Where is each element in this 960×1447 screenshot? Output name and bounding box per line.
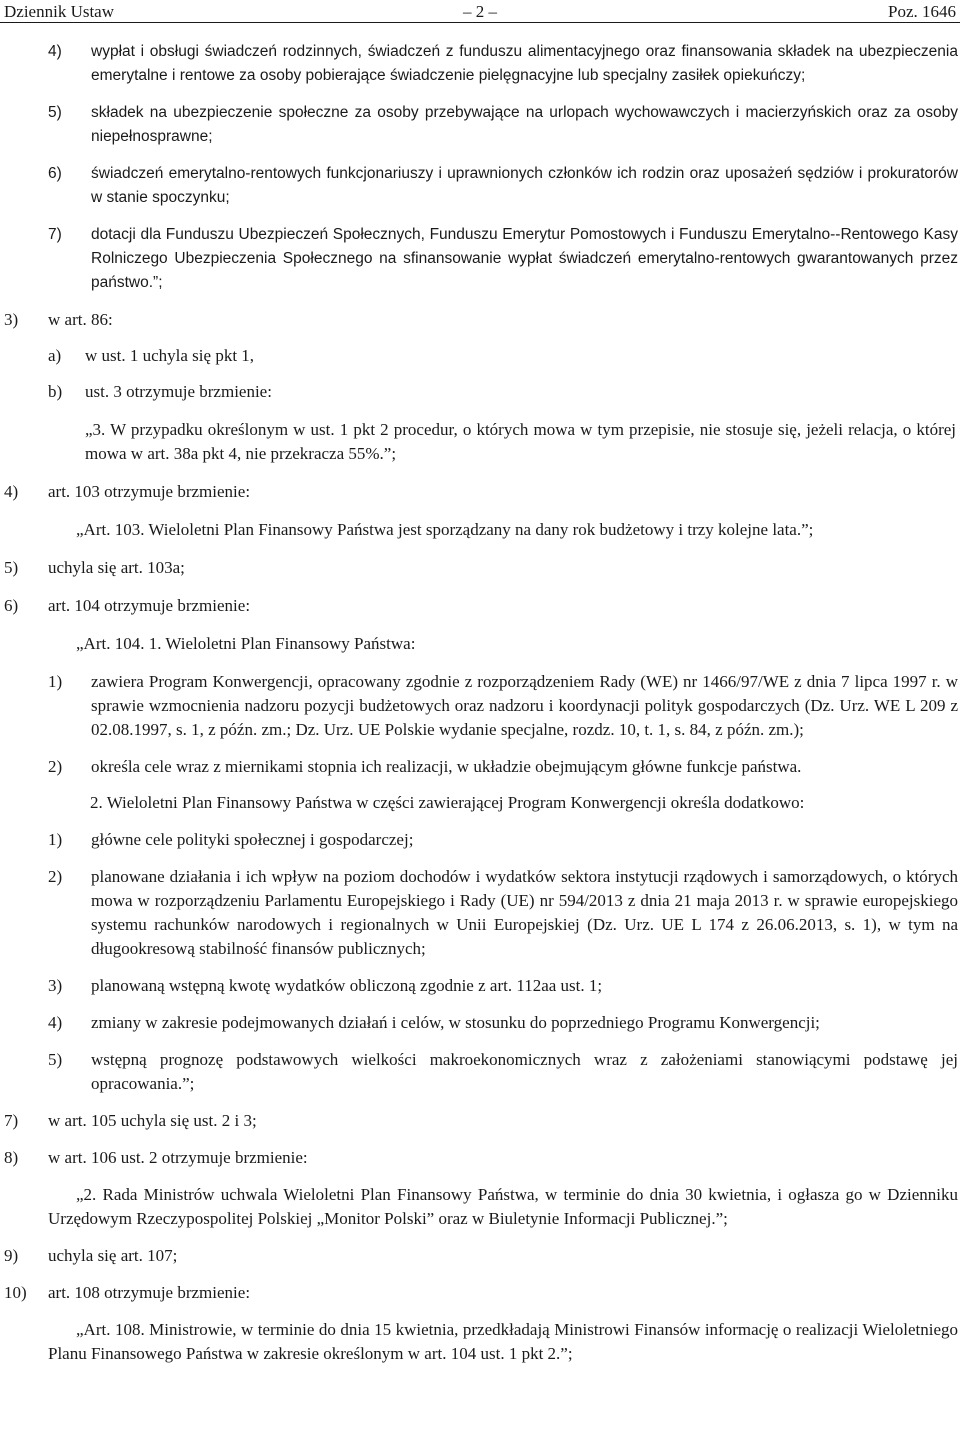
- item-text: planowane działania i ich wpływ na poziom dochodów i wydatków sektora instytucji rządowych i samorządowych, o których mowa w rozporządzeniu Parlamentu Europejskiego i Rady (UE) nr 594/2013 z dnia 21 maja 2013 r. w sprawie europejskiego systemu rachunków narodowych i regionalnych w Unii Europejskiej (Dz. Urz. UE L 174 z 26.06.2013, s. 1), w tym na długookresową stabilność finansów publicznych;: [91, 867, 958, 958]
- item-text: w art. 86:: [48, 310, 113, 329]
- item-text: wypłat i obsługi świadczeń rodzinnych, świadczeń z funduszu alimentacyjnego oraz finansowania składek na ubezpieczenia emerytalne i rentowe za osoby pobierające świadczenie pielęgnacyjne lub specjalny zasiłek opiekuńczy;: [91, 43, 958, 84]
- item-text: określa cele wraz z miernikami stopnia ich realizacji, w układzie obejmującym główne funkcje państwa.: [91, 757, 802, 776]
- journal-name: Dziennik Ustaw: [4, 2, 115, 21]
- item-number: 2): [48, 757, 63, 776]
- quoted-provision: 2. Wieloletni Plan Finansowy Państwa w części zawierającej Program Konwergencji określa dodatkowo:: [90, 793, 805, 812]
- item-text: składek na ubezpieczenie społeczne za osoby przebywające na urlopach wychowawczych i macierzyńskich oraz za osoby niepełnosprawne;: [91, 104, 958, 145]
- list-item: [0, 162, 960, 210]
- item-number: 1): [48, 672, 63, 691]
- list-item: [0, 1244, 960, 1268]
- item-text: ust. 3 otrzymuje brzmienie:: [85, 382, 272, 401]
- page-number: – 2 –: [463, 2, 497, 21]
- list-item: [0, 308, 960, 332]
- item-text: wstępną prognozę podstawowych wielkości makroekonomicznych wraz z założeniami stanowiącymi podstawę jej opracowania.”;: [91, 1050, 958, 1093]
- header-rule: [0, 22, 960, 23]
- list-item: [0, 974, 960, 998]
- list-item: [0, 480, 960, 504]
- item-number: 7): [4, 1111, 19, 1130]
- quoted-provision: „2. Rada Ministrów uchwala Wieloletni Plan Finansowy Państwa, w terminie do dnia 30 kwietnia, i ogłasza go w Dzienniku Urzędowym Rzeczypospolitej Polskiej „Monitor Polski” oraz w Biuletynie Informacji Publicznej.”;: [48, 1185, 958, 1228]
- item-number: 5): [48, 104, 62, 121]
- quoted-provision: „3. W przypadku określonym w ust. 1 pkt 2 procedur, o których mowa w tym przepisie, nie stosuje się, jeżeli relacja, o której mowa w art. 38a pkt 4, nie przekracza 55%.”;: [85, 420, 956, 463]
- item-number: 5): [4, 558, 19, 577]
- item-number: 6): [4, 596, 19, 615]
- item-text: uchyla się art. 107;: [48, 1246, 178, 1265]
- item-text: zawiera Program Konwergencji, opracowany zgodnie z rozporządzeniem Rady (WE) nr 1466/97/WE z dnia 7 lipca 1997 r. w sprawie wzmocnienia nadzoru pozycji budżetowych oraz nadzoru i koordynacji polityk gospodarczych (Dz. Urz. WE L 209 z 02.08.1997, s. 1, z późn. zm.; Dz. Urz. UE Polskie wydanie specjalne, rozdz. 10, t. 1, s. 84, z późn. zm.);: [91, 672, 958, 739]
- item-text: planowaną wstępną kwotę wydatków obliczoną zgodnie z art. 112aa ust. 1;: [91, 976, 603, 995]
- list-item: [0, 1011, 960, 1035]
- item-number: 10): [4, 1283, 27, 1302]
- item-text: art. 104 otrzymuje brzmienie:: [48, 596, 251, 615]
- quoted-provision: „Art. 108. Ministrowie, w terminie do dnia 15 kwietnia, przedkładają Ministrowi Finansów informację o realizacji Wieloletniego Planu Finansowego Państwa w zakresie określonym w art. 104 ust. 1 pkt 2.”;: [48, 1320, 958, 1363]
- list-item: [0, 594, 960, 618]
- item-number: 8): [4, 1148, 19, 1167]
- list-item: [0, 1146, 960, 1170]
- quoted-provision: „Art. 104. 1. Wieloletni Plan Finansowy Państwa:: [76, 634, 416, 653]
- item-text: art. 108 otrzymuje brzmienie:: [48, 1283, 251, 1302]
- item-text: w art. 106 ust. 2 otrzymuje brzmienie:: [48, 1148, 308, 1167]
- list-item: [0, 828, 960, 852]
- item-number: 2): [48, 867, 63, 886]
- list-item: [0, 223, 960, 295]
- item-number: 4): [48, 1013, 63, 1032]
- item-number: 4): [4, 482, 19, 501]
- item-text: świadczeń emerytalno-rentowych funkcjonariuszy i uprawnionych członków ich rodzin oraz uposażeń sędziów i prokuratorów w stanie spoczynku;: [91, 165, 958, 206]
- list-item: [0, 755, 960, 779]
- position-number: Poz. 1646: [888, 2, 956, 21]
- document-body: [0, 40, 960, 1366]
- list-item: [0, 670, 960, 742]
- item-number: 1): [48, 830, 63, 849]
- item-letter: a): [48, 346, 62, 365]
- item-number: 5): [48, 1050, 63, 1069]
- list-item: [0, 1281, 960, 1305]
- item-text: uchyla się art. 103a;: [48, 558, 185, 577]
- item-number: 9): [4, 1246, 19, 1265]
- quoted-provision: „Art. 103. Wieloletni Plan Finansowy Państwa jest sporządzany na dany rok budżetowy i trzy kolejne lata.”;: [76, 520, 814, 539]
- item-text: art. 103 otrzymuje brzmienie:: [48, 482, 251, 501]
- item-letter: b): [48, 382, 63, 401]
- list-item: [0, 865, 960, 961]
- item-number: 3): [4, 310, 19, 329]
- item-text: główne cele polityki społecznej i gospodarczej;: [91, 830, 414, 849]
- list-item: [0, 1109, 960, 1133]
- item-number: 4): [48, 43, 62, 60]
- item-number: 6): [48, 165, 62, 182]
- item-text: w art. 105 uchyla się ust. 2 i 3;: [48, 1111, 257, 1130]
- list-item: [0, 40, 960, 88]
- list-item: [0, 101, 960, 149]
- list-item: [0, 556, 960, 580]
- item-text: zmiany w zakresie podejmowanych działań i celów, w stosunku do poprzedniego Programu Konwergencji;: [91, 1013, 820, 1032]
- list-item: [0, 344, 960, 368]
- item-text: w ust. 1 uchyla się pkt 1,: [85, 346, 255, 365]
- item-number: 7): [48, 226, 62, 243]
- item-text: dotacji dla Funduszu Ubezpieczeń Społecznych, Funduszu Emerytur Pomostowych i Funduszu Emerytalno--Rentowego Kasy Rolniczego Ubezpieczenia Społecznego na sfinansowanie wypłat świadczeń emerytalno-rentowych gwarantowanych przez państwo.”;: [91, 226, 958, 291]
- list-item: [0, 1048, 960, 1096]
- list-item: [0, 380, 960, 404]
- page-header: [0, 0, 960, 24]
- item-number: 3): [48, 976, 63, 995]
